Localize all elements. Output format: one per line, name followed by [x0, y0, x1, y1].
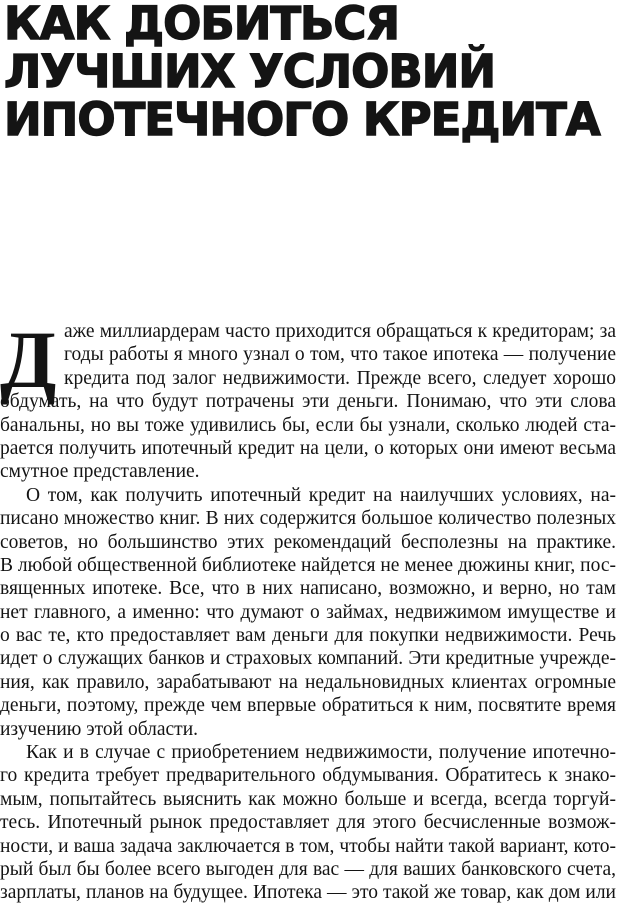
text-line: идет о служащих банков и страховых компаний. Эти кредитные учрежде-: [0, 648, 616, 670]
text-line: О том, как получить ипотечный кредит на наилучших условиях, на-: [26, 484, 616, 506]
body-text: [0, 314, 616, 905]
drop-cap: Д: [0, 314, 57, 405]
paragraph-1: [0, 314, 616, 484]
text-line: советов, но большинство этих рекомендаций бесполезны на практике.: [0, 531, 616, 553]
text-line: го кредита требует предварительного обдумывания. Обратитесь к знако-: [0, 765, 616, 787]
text-line: изучению этой области.: [0, 718, 199, 740]
chapter-title: [4, 0, 600, 144]
text-line: годы работы я много узнал о том, что такое ипотека — получение: [64, 344, 616, 366]
text-line: банальны, но вы тоже удивились бы, если бы узнали, сколько людей ста-: [0, 414, 616, 436]
text-line: кредита под залог недвижимости. Прежде всего, следует хорошо: [64, 367, 616, 389]
text-line: В любой общественной библиотеке найдется не менее дюжины книг, пос-: [0, 554, 616, 576]
text-line: зарплаты, планов на будущее. Ипотека — это такой же товар, как дом или: [0, 882, 616, 904]
text-line: аже миллиардерам часто приходится обращаться к кредиторам; за: [64, 321, 616, 342]
text-line: ности, и ваша задача заключается в том, чтобы найти такой вариант, кото-: [0, 835, 616, 857]
text-line: ния, как правило, зарабатывают на недальновидных клиентах огромные: [0, 671, 616, 693]
text-line: смутное представление.: [0, 461, 200, 483]
text-line: Как и в случае с приобретением недвижимости, получение ипотечно-: [26, 742, 616, 764]
chapter-title-line-1: КАК ДОБИТЬСЯ: [4, 0, 400, 50]
text-line: нет главного, а именно: что думают о займах, недвижимом имуществе и: [0, 601, 616, 623]
chapter-title-line-3: ИПОТЕЧНОГО КРЕДИТА: [4, 93, 600, 146]
text-line: деньги, поэтому, прежде чем впервые обратиться к ним, посвятите время: [0, 695, 616, 717]
text-line: писано множество книг. В них содержится большое количество полезных: [0, 508, 616, 530]
text-line: обдумать, на что будут потрачены эти деньги. Понимаю, что эти слова: [0, 391, 616, 413]
text-line: рается получить ипотечный кредит на цели, о которых они имеют весьма: [0, 437, 616, 459]
text-line: мым, попытайтесь выяснить как можно больше и всегда, всегда торгуй-: [0, 788, 616, 810]
chapter-title-line-2: ЛУЧШИХ УСЛОВИЙ: [4, 45, 496, 98]
text-line: вященных ипотеке. Все, что в них написано, возможно, и верно, но там: [0, 578, 616, 600]
paragraph-3: [0, 741, 616, 905]
text-line: тесь. Ипотечный рынок предоставляет для этого бесчисленные возмож-: [0, 812, 616, 834]
text-line: рый был бы более всего выгоден для вас — для ваших банковского счета,: [0, 858, 616, 880]
text-line: о вас те, кто предоставляет вам деньги для покупки недвижимости. Речь: [0, 625, 616, 647]
paragraph-2: [0, 484, 616, 741]
